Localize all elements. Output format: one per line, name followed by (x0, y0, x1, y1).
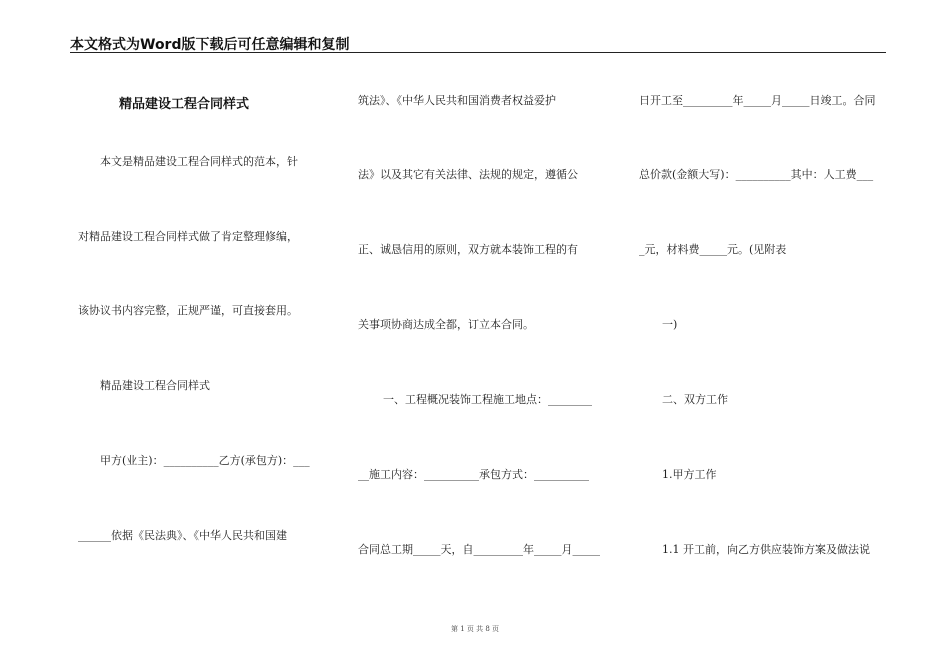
paragraph-line: 甲方(业主)：__________乙方(承包方)：___ (100, 454, 310, 467)
paragraph-line: 一、工程概况装饰工程施工地点：________ (383, 393, 592, 406)
paragraph-line: 法》以及其它有关法律、法规的规定，遵循公 (358, 168, 578, 181)
paragraph-line: 合同总工期_____天，自_________年_____月_____ (358, 543, 600, 556)
paragraph-line: 对精品建设工程合同样式做了肯定整理修编， (78, 230, 298, 243)
page-header (70, 30, 886, 53)
paragraph-line: 日开工至_________年_____月_____日竣工。合同 (639, 94, 876, 107)
paragraph-line: 关事项协商达成全都，订立本合同。 (358, 318, 534, 331)
paragraph-line: 1.甲方工作 (662, 468, 717, 481)
paragraph-line: 该协议书内容完整，正规严谨，可直接套用。 (78, 304, 298, 317)
paragraph-line: __施工内容：__________承包方式：__________ (358, 468, 589, 481)
paragraph-line: 总价款(金额大写)：__________其中：人工费___ (639, 168, 874, 181)
paragraph-line: 一) (662, 318, 678, 331)
document-title: 精品建设工程合同样式 (119, 97, 250, 112)
paragraph-line: 精品建设工程合同样式 (100, 379, 210, 392)
paragraph-line: _元，材料费_____元。(见附表 (639, 243, 787, 256)
paragraph-line: 1.1 开工前，向乙方供应装饰方案及做法说 (662, 543, 870, 556)
page-number: 第 1 页 共 8 页 (450, 625, 500, 633)
paragraph-line: 正、诚恳信用的原则，双方就本装饰工程的有 (358, 243, 578, 256)
header-text: 本文格式为Word版下载后可任意编辑和复制 (70, 37, 350, 53)
paragraph-line: ______依据《民法典》、《中华人民共和国建 (78, 529, 287, 542)
paragraph-line: 本文是精品建设工程合同样式的范本，针 (100, 155, 298, 168)
paragraph-line: 筑法》、《中华人民共和国消费者权益爱护 (358, 94, 556, 107)
paragraph-line: 二、双方工作 (662, 393, 728, 406)
